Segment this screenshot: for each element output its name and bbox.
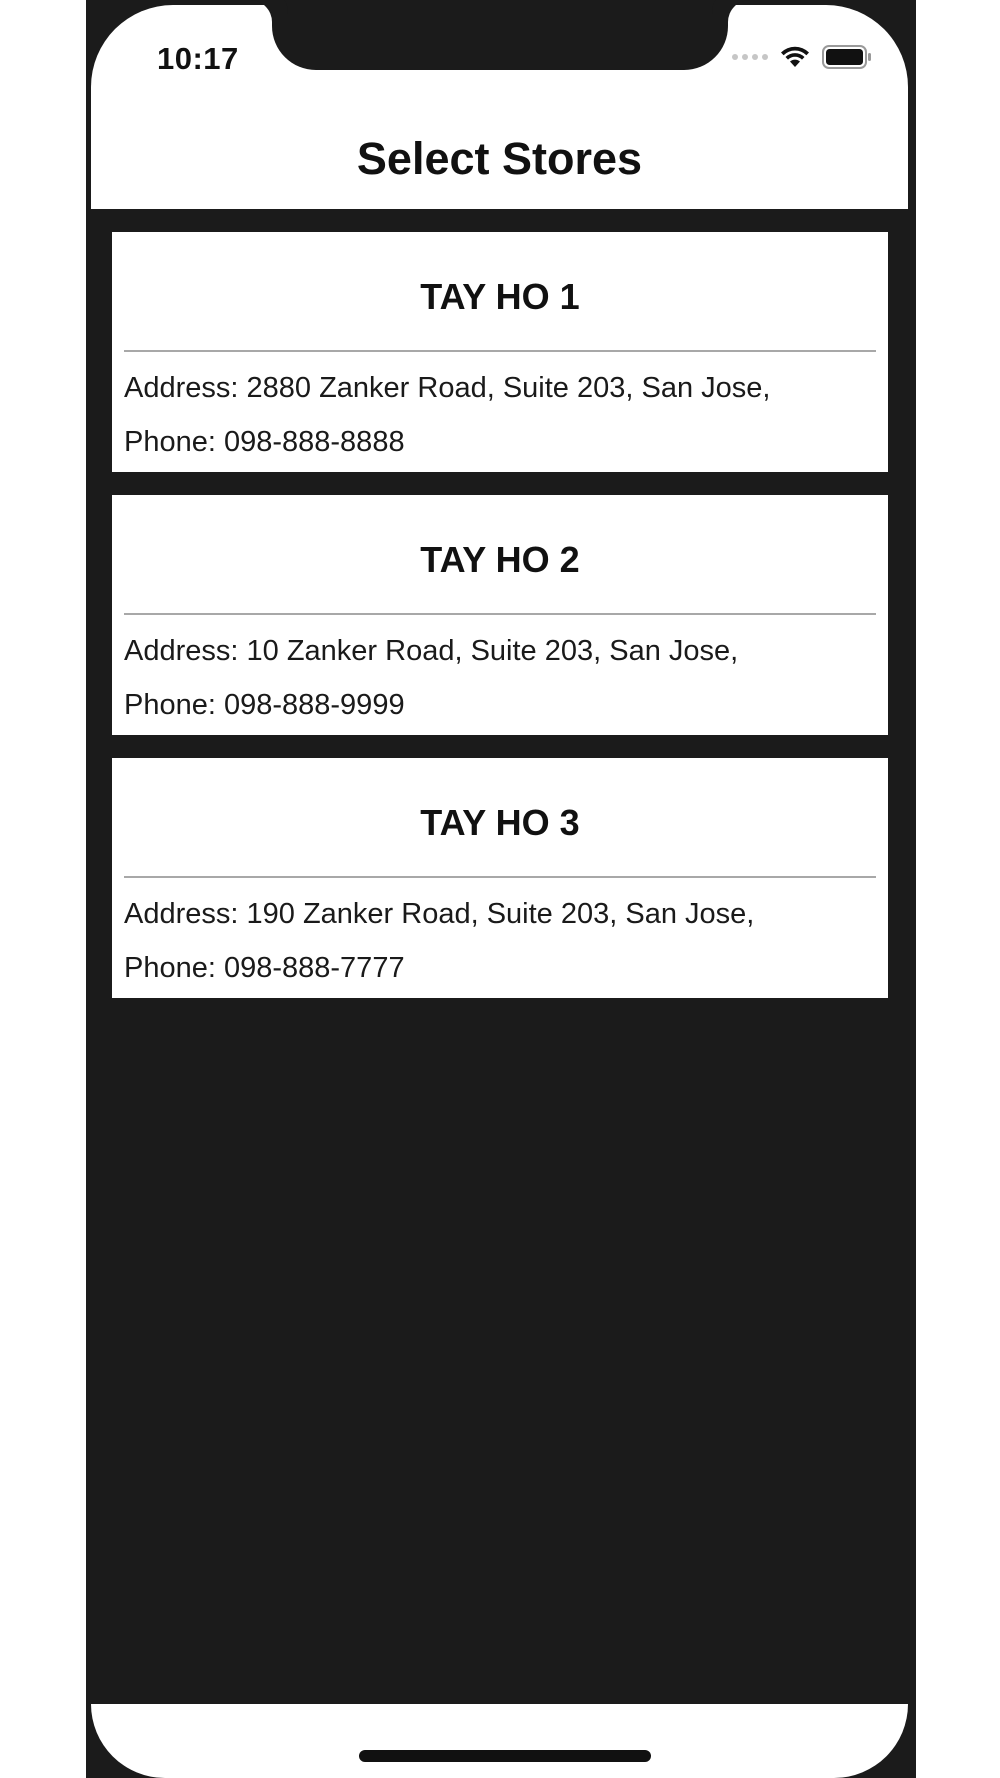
store-phone: Phone: 098-888-9999: [124, 689, 405, 721]
store-name: TAY HO 3: [420, 802, 580, 843]
status-time: 10:17: [157, 41, 239, 76]
battery-icon: [822, 45, 872, 69]
store-card[interactable]: [112, 232, 888, 472]
bottom-bar: [91, 1704, 908, 1778]
store-divider: [124, 613, 876, 615]
device-notch: [272, 0, 728, 70]
store-card[interactable]: [112, 495, 888, 735]
store-divider: [124, 350, 876, 352]
cellular-signal-icon: [732, 54, 768, 60]
page-title: Select Stores: [356, 133, 643, 184]
store-divider: [124, 876, 876, 878]
store-address: Address: 190 Zanker Road, Suite 203, San Jose,: [124, 898, 755, 930]
store-card[interactable]: [112, 758, 888, 998]
device-frame: [86, 0, 916, 1778]
store-address: Address: 10 Zanker Road, Suite 203, San Jose,: [124, 635, 739, 667]
store-phone: Phone: 098-888-8888: [124, 426, 405, 458]
store-list: [112, 232, 888, 1021]
status-icons: [732, 45, 872, 69]
wifi-icon: [780, 45, 810, 69]
store-phone: Phone: 098-888-7777: [124, 952, 405, 984]
store-name: TAY HO 2: [420, 539, 580, 580]
store-name: TAY HO 1: [420, 276, 580, 317]
store-address: Address: 2880 Zanker Road, Suite 203, San Jose,: [124, 372, 771, 404]
home-indicator[interactable]: [359, 1750, 651, 1762]
